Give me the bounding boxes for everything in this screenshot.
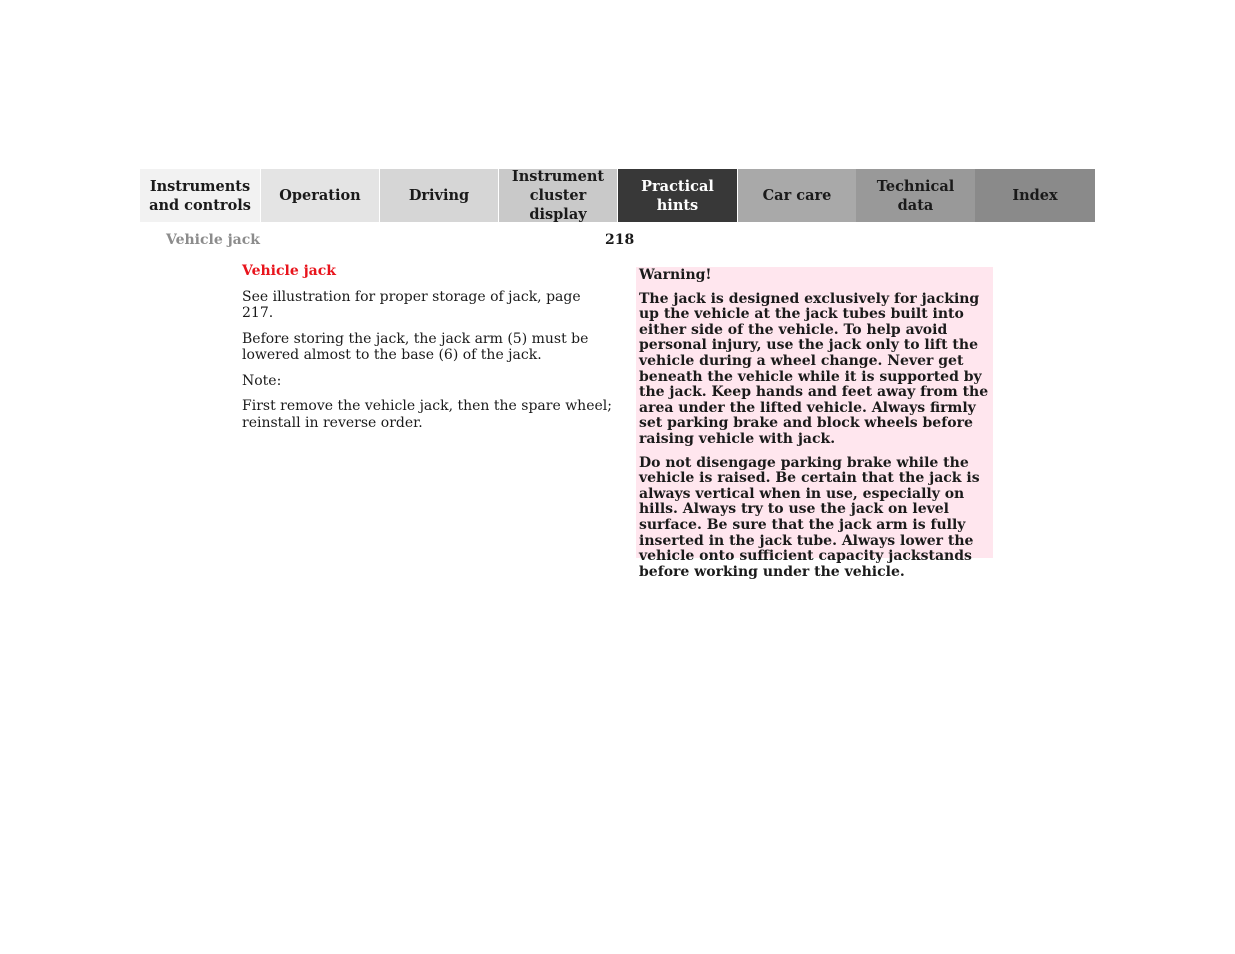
warning-box xyxy=(636,267,993,580)
warning-title: Warning! xyxy=(639,267,712,283)
page-section-title: Vehicle jack xyxy=(166,232,260,248)
tab-index[interactable] xyxy=(975,169,1095,222)
tab-instrument-cluster-display[interactable] xyxy=(498,169,617,222)
warning-paragraph: Do not disengage parking brake while the vehicle is raised. Be certain that the jack is always vertical when in use, especially on hills. Always try to use the jack on level surface. Be sure that the jack arm is fully inserted in the jack tube. Always lower the vehicle onto sufficient capacity jackstands before working under the vehicle. xyxy=(639,454,980,580)
tab-label: Operation xyxy=(279,187,361,204)
page-number: 218 xyxy=(605,232,635,248)
tab-label: Index xyxy=(1012,187,1058,204)
tab-label: Practical hints xyxy=(641,177,714,214)
tab-operation[interactable] xyxy=(260,169,379,222)
section-nav xyxy=(140,169,1095,222)
tab-label: Technical data xyxy=(876,177,955,214)
paragraph-lower-jack-arm: Before storing the jack, the jack arm (5) must be lowered almost to the base (6) of the jack. xyxy=(242,330,589,363)
tab-label: Instruments and controls xyxy=(149,177,251,214)
tab-instruments-and-controls[interactable] xyxy=(140,169,260,222)
tab-practical-hints[interactable] xyxy=(617,169,737,222)
main-content xyxy=(242,263,612,440)
note-label: Note: xyxy=(242,372,282,389)
tab-driving[interactable] xyxy=(379,169,498,222)
tab-label: Instrument cluster display xyxy=(511,168,605,223)
paragraph-storage-reference: See illustration for proper storage of jack, page 217. xyxy=(242,288,581,321)
tab-car-care[interactable] xyxy=(737,169,856,222)
tab-label: Car care xyxy=(762,187,832,204)
content-heading: Vehicle jack xyxy=(242,263,336,279)
tab-technical-data[interactable] xyxy=(856,169,975,222)
paragraph-removal-order: First remove the vehicle jack, then the spare wheel; reinstall in reverse order. xyxy=(242,398,612,431)
warning-paragraph: The jack is designed exclusively for jacking up the vehicle at the jack tubes built into either side of the vehicle. To help avoid personal injury, use the jack only to lift the vehicle during a wheel change. Never get beneath the vehicle while it is supported by the jack. Keep hands and feet away from the area under the lifted vehicle. Always firmly set parking brake and block wheels before raising vehicle with jack. xyxy=(639,290,989,447)
tab-label: Driving xyxy=(408,187,470,204)
